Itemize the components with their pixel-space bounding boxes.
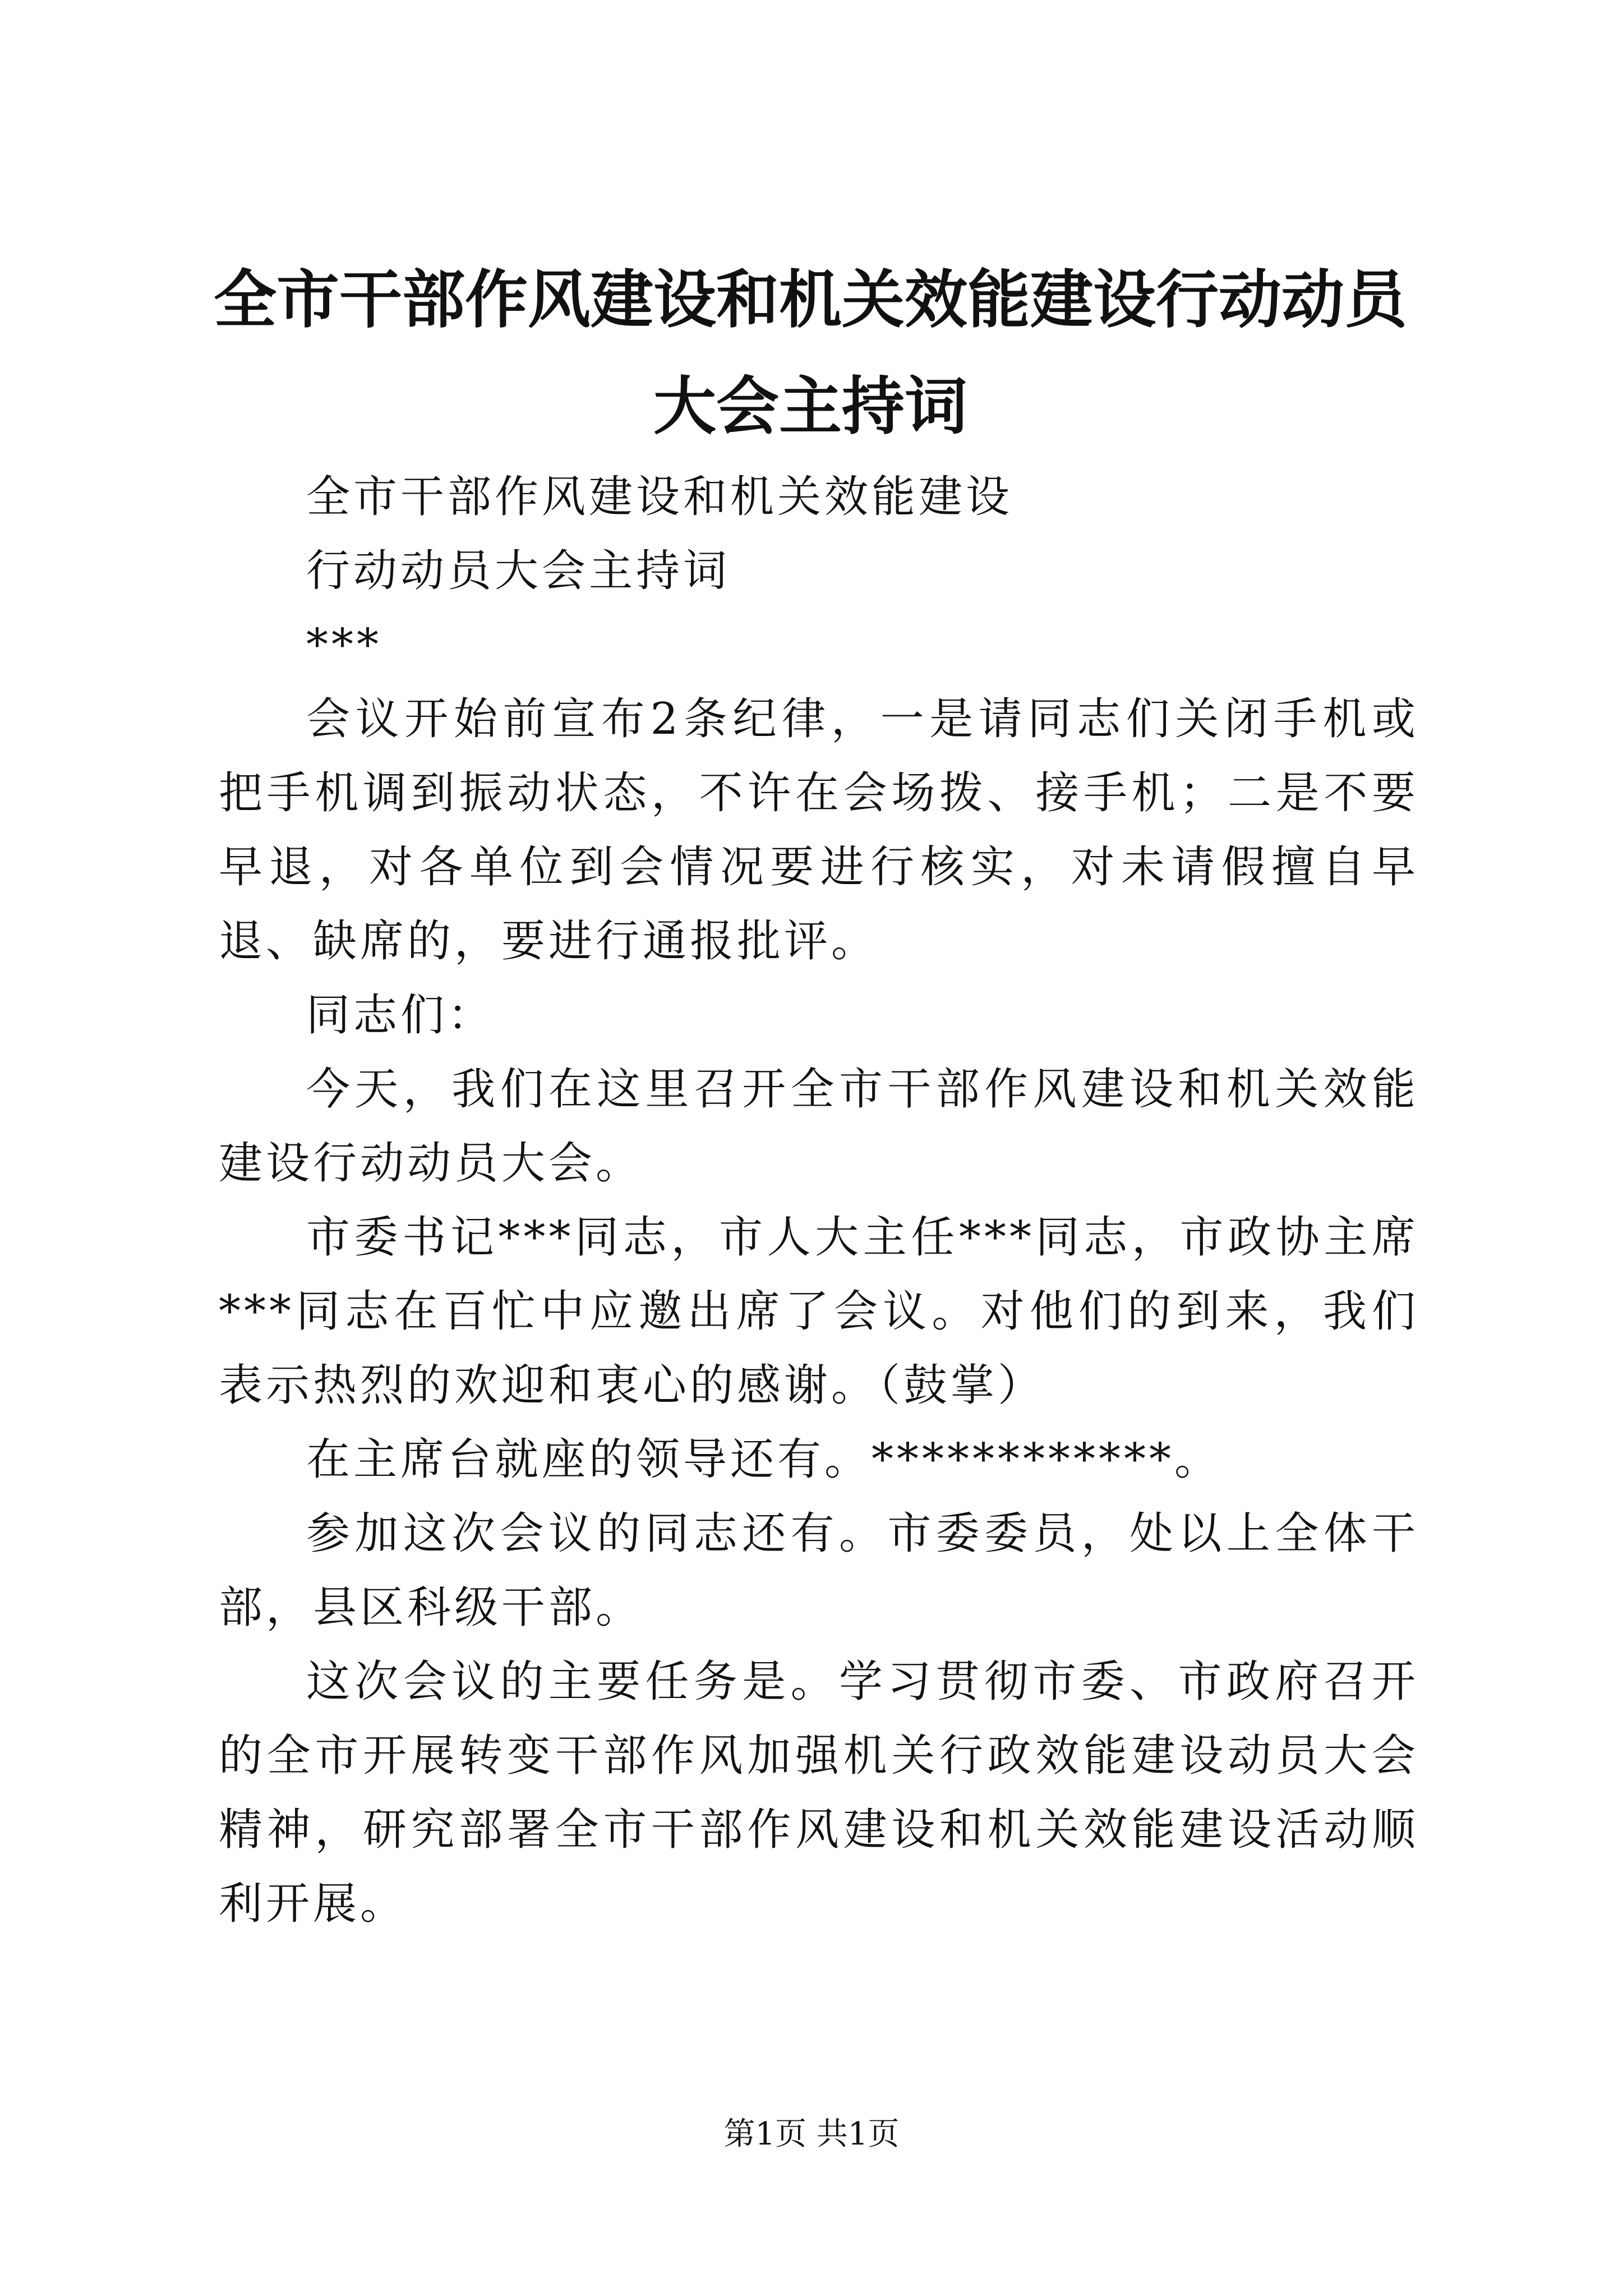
paragraph-leaders: 在主席台就座的领导还有。************。 [306,1434,1222,1485]
paragraph-attendees: 参加这次会议的同志还有。市委委员，处以上全体干部，县区科级干部。 [219,1508,1419,1633]
paragraph-discipline: 会议开始前宣布2条纪律，一是请同志们关闭手机或把手机调到振动状态，不许在会场拨、接手机；二是不要早退，对各单位到会情况要进行核实，对未请假擅自早退、缺席的，要进行通报批评。 [219,694,1419,967]
paragraph-greeting: 同志们： [306,990,495,1041]
document-body [219,460,1419,1941]
paragraph-subtitle-line-2: 行动动员大会主持词 [306,546,731,596]
page-number-footer: 第1页 共1页 [723,2116,900,2152]
paragraph-welcome: 市委书记***同志，市人大主任***同志，市政协主席***同志在百忙中应邀出席了会议。对他们的到来，我们表示热烈的欢迎和衷心的感谢。（鼓掌） [219,1212,1419,1411]
paragraph-author: *** [306,620,382,670]
paragraph-opening: 今天，我们在这里召开全市干部作风建设和机关效能建设行动动员大会。 [219,1064,1419,1189]
paragraph-tasks: 这次会议的主要任务是。学习贯彻市委、市政府召开的全市开展转变干部作风加强机关行政效能建设动员大会精神，研究部署全市干部作风建设和机关效能建设活动顺利开展。 [219,1657,1419,1929]
paragraph-subtitle-line-1: 全市干部作风建设和机关效能建设 [306,472,1013,522]
document-title: 全市干部作风建设和机关效能建设行动动员大会主持词 [214,264,1407,443]
